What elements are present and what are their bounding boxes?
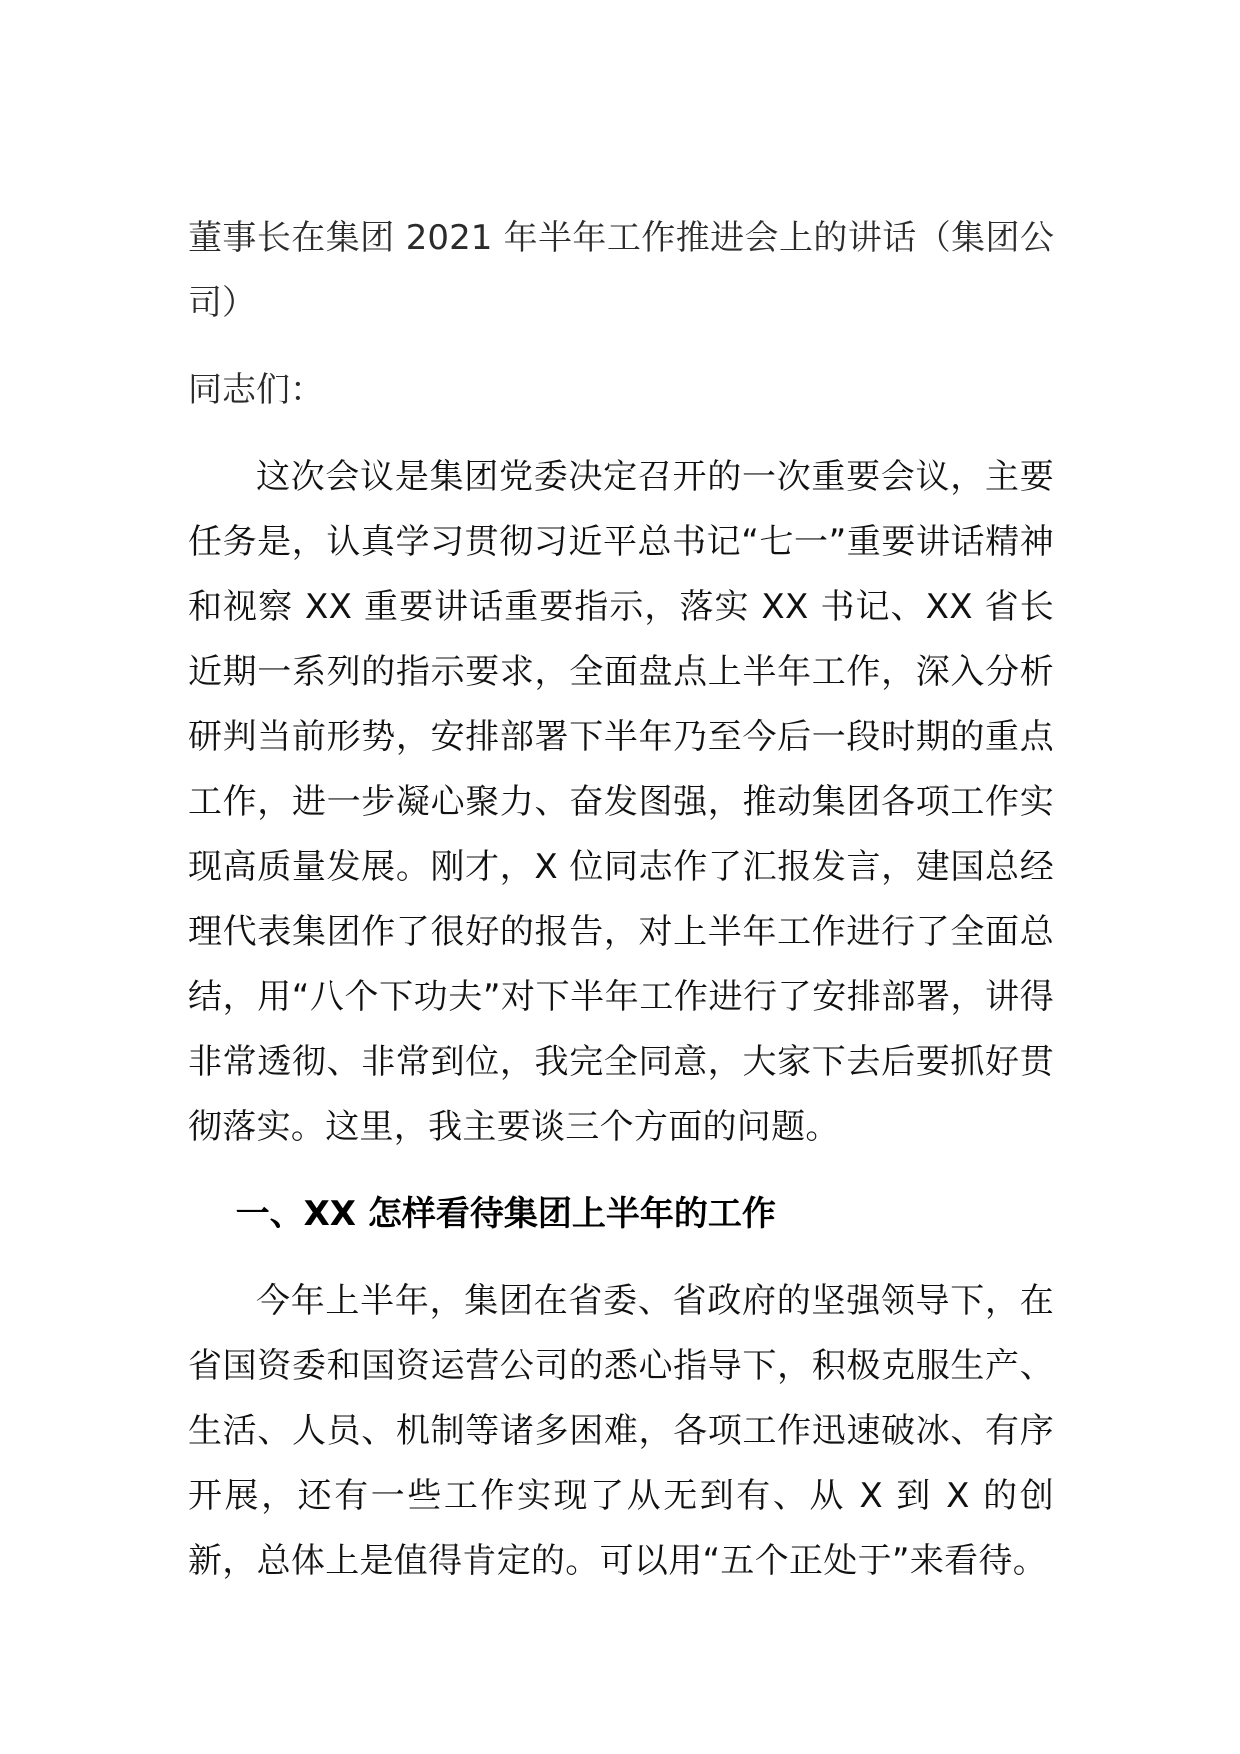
section-heading-1: 一、XX 怎样看待集团上半年的工作 xyxy=(235,1194,776,1234)
body-paragraph-section-1: 今年上半年，集团在省委、省政府的坚强领导下，在省国资委和国资运营公司的悉心指导下，积极克服生产、生活、人员、机制等诸多困难，各项工作迅速破冰、有序开展，还有一些工作实现了从无到有、从 X 到 X 的创新，总体上是值得肯定的。可以用“五个正处于”来看待。 xyxy=(188,1281,1054,1581)
body-paragraph-intro: 这次会议是集团党委决定召开的一次重要会议，主要任务是，认真学习贯彻习近平总书记“七一”重要讲话精神和视察 XX 重要讲话重要指示，落实 XX 书记、XX 省长近期一系列的指示要求，全面盘点上半年工作，深入分析研判当前形势，安排部署下半年乃至今后一段时期的重点工作，进一步凝心聚力、奋发图强，推动集团各项工作实现高质量发展。刚才，X 位同志作了汇报发言，建国总经理代表集团作了很好的报告，对上半年工作进行了全面总结，用“八个下功夫”对下半年工作进行了安排部署，讲得非常透彻、非常到位，我完全同意，大家下去后要抓好贯彻落实。这里，我主要谈三个方面的问题。 xyxy=(188,457,1054,1147)
salutation: 同志们： xyxy=(188,370,324,410)
document-title: 董事长在集团 2021 年半年工作推进会上的讲话（集团公司） xyxy=(188,218,1054,323)
document-page xyxy=(188,206,1054,1594)
